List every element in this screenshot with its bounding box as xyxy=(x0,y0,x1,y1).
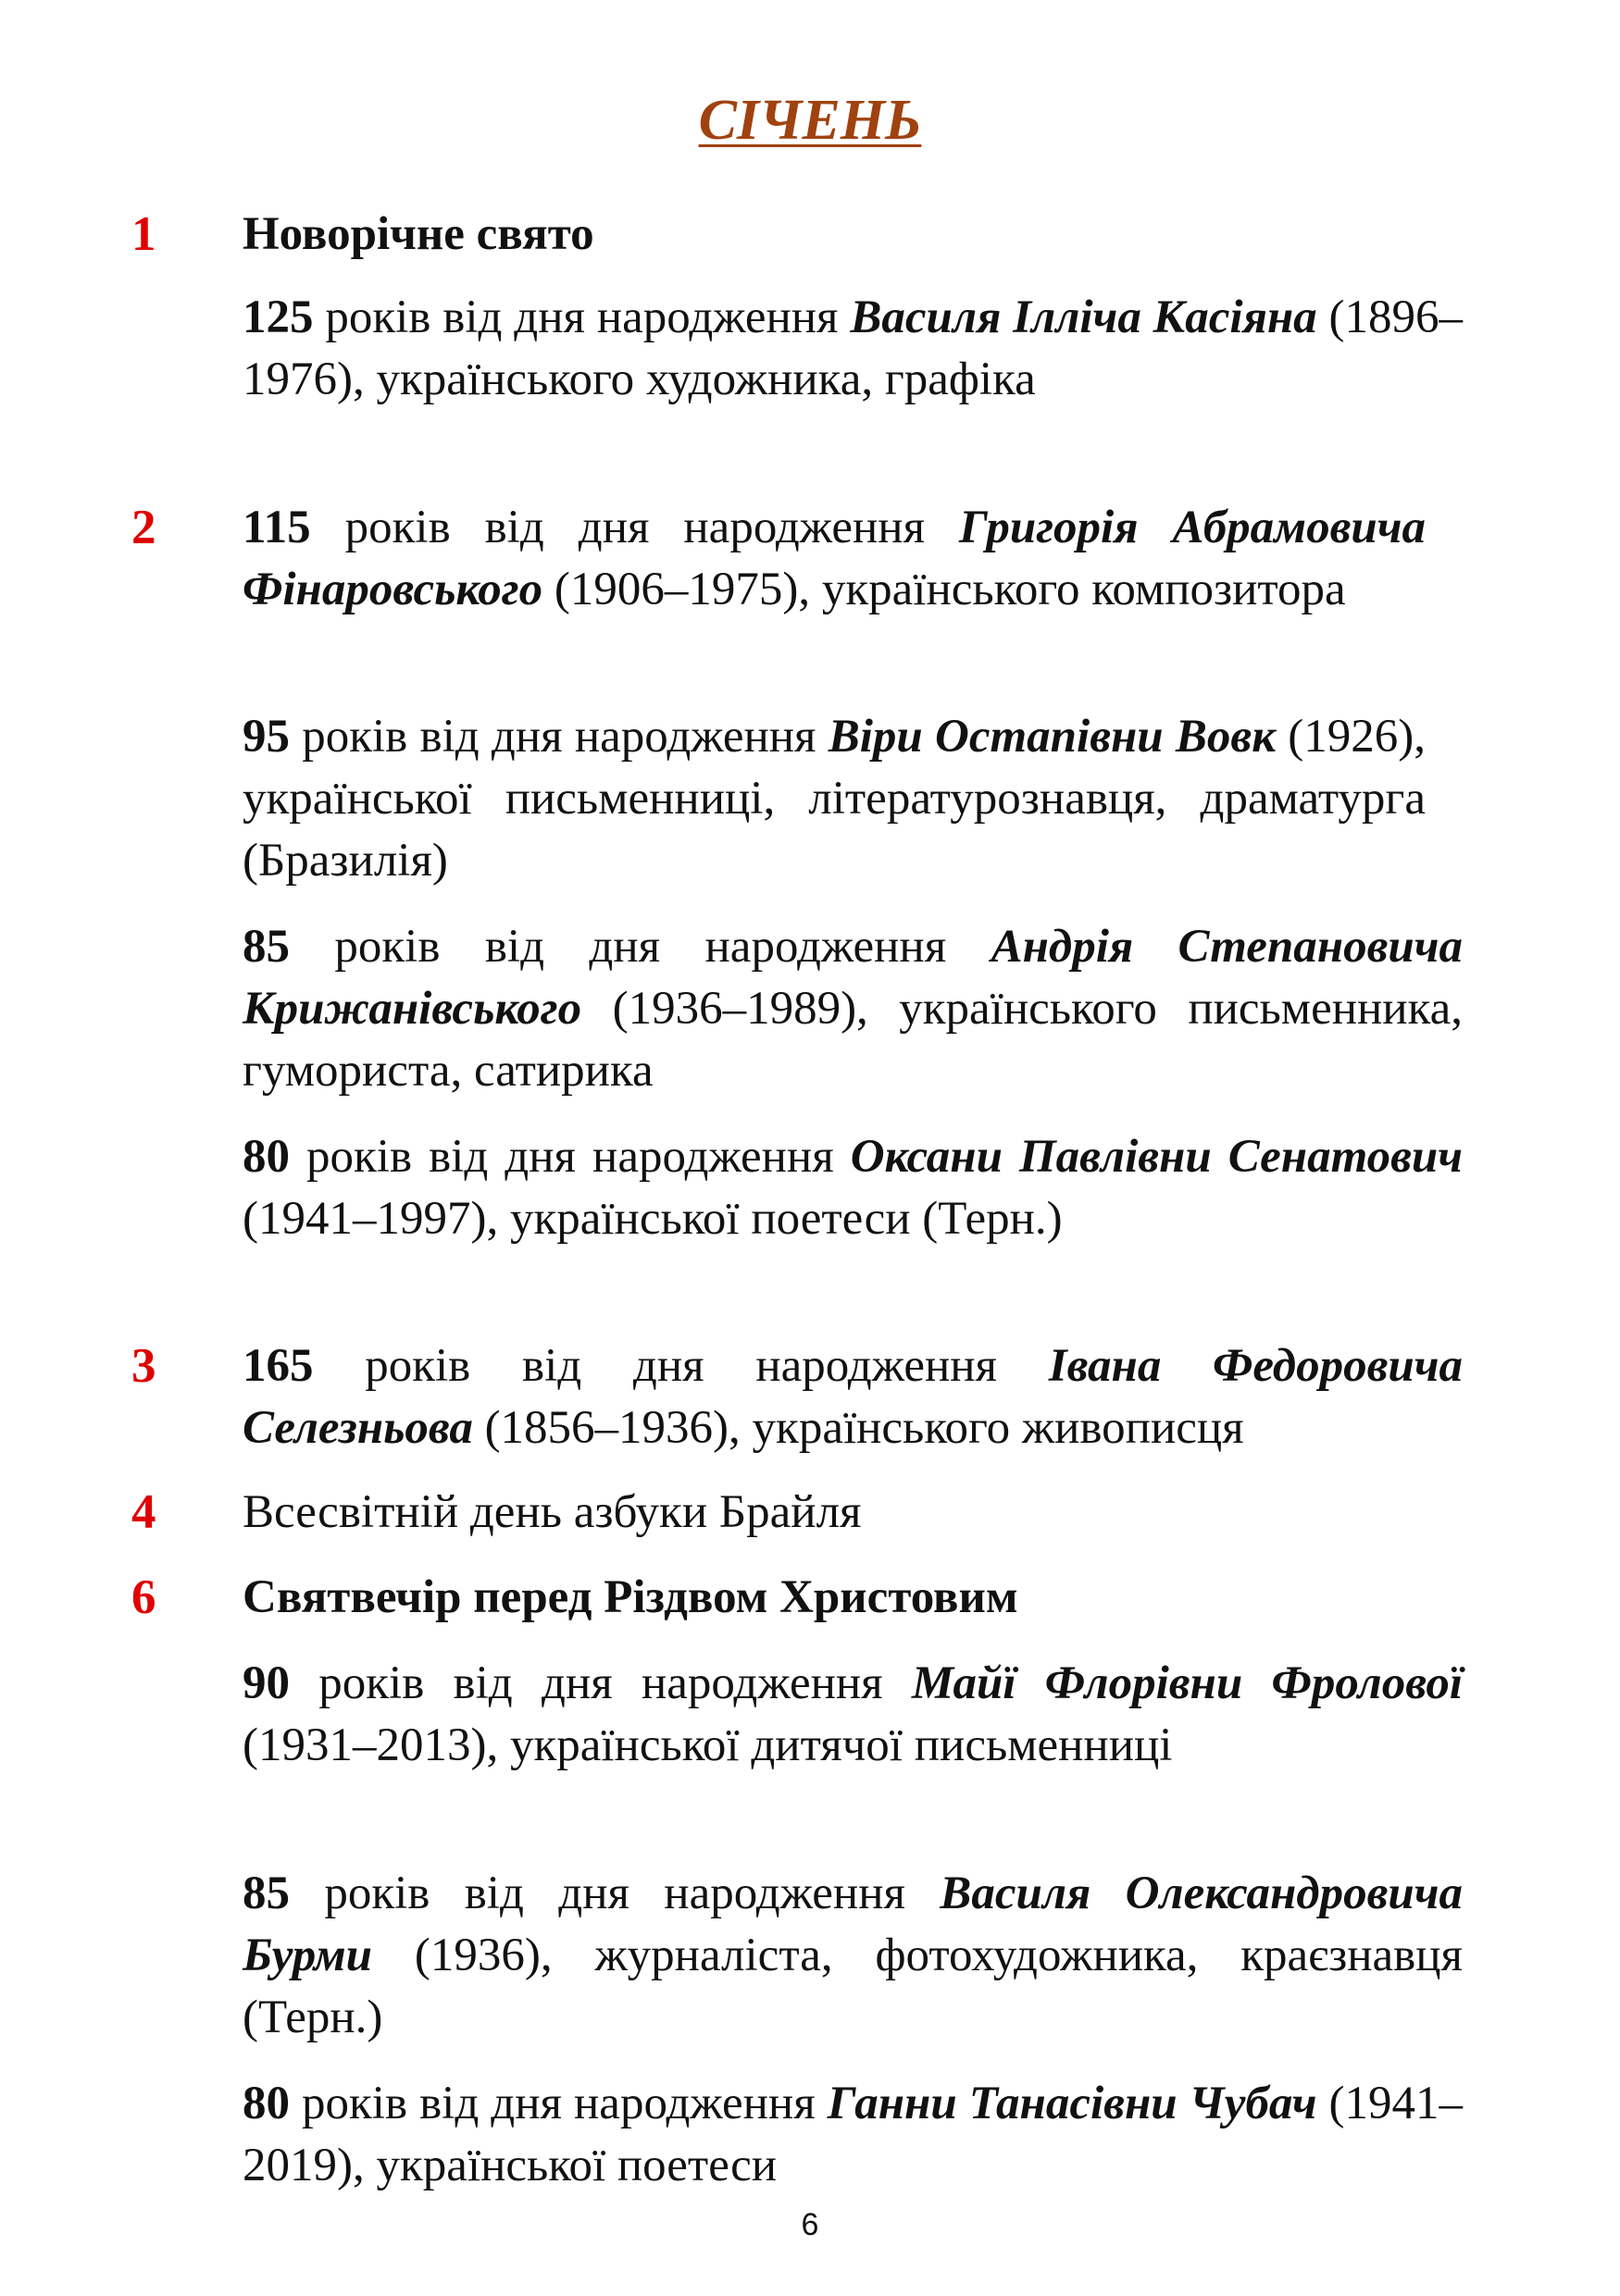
day-number: 3 xyxy=(131,1339,156,1393)
phrase: років від дня народження xyxy=(313,1340,1049,1392)
month-title: СІЧЕНЬ xyxy=(698,89,922,152)
person-name: Василя Ілліча Касіяна xyxy=(850,292,1317,343)
years-count: 80 xyxy=(243,1131,290,1183)
details: (1906–1975), українського композитора xyxy=(542,564,1346,615)
phrase: років від дня народження xyxy=(313,292,851,343)
person-name: Івана Федоровича Селезньова xyxy=(243,1340,1464,1454)
details: (1926), української письменниці, літературознавця, драматурга (Бразилія) xyxy=(243,711,1427,887)
phrase: років від дня народження xyxy=(290,921,991,973)
details: (1941–2019), української поетеси xyxy=(243,2078,1463,2191)
phrase: років від дня народження xyxy=(290,711,829,763)
years-count: 80 xyxy=(243,2078,290,2129)
details: (1936–1989), українського письменника, гумориста, сатирика xyxy=(243,983,1463,1097)
years-count: 115 xyxy=(243,502,311,553)
page-number: 6 xyxy=(801,2207,819,2242)
day-number: 2 xyxy=(131,501,156,554)
details: (1941–1997), української поетеси (Терн.) xyxy=(243,1193,1063,1245)
person-name: Василя Олександровича Бурми xyxy=(243,1868,1463,1981)
day-number: 4 xyxy=(131,1485,156,1539)
observance-entry: Всесвітній день азбуки Брайля xyxy=(243,1486,862,1538)
anniversary-entry xyxy=(243,1863,1463,2049)
person-name: Майї Флорівни Фролової xyxy=(911,1657,1463,1709)
phrase: років від дня народження xyxy=(290,1868,941,1919)
anniversary-entry xyxy=(243,2073,1463,2197)
years-count: 165 xyxy=(243,1340,314,1392)
details: (1856–1936), українського живописця xyxy=(472,1402,1244,1454)
anniversary-entry xyxy=(243,1126,1463,1250)
anniversary-entry xyxy=(243,497,1426,621)
day-number: 1 xyxy=(131,207,156,261)
person-name: Андрія Степановича Крижанівського xyxy=(243,921,1464,1035)
person-name: Ганни Танасівни Чубач xyxy=(827,2078,1317,2129)
person-name: Віри Остапівни Вовк xyxy=(828,711,1277,763)
anniversary-entry xyxy=(243,916,1463,1102)
phrase: років від дня народження xyxy=(290,2078,828,2129)
person-name: Оксани Павлівни Сенатович xyxy=(850,1131,1463,1183)
anniversary-entry xyxy=(243,1653,1463,1777)
details: (1936), журналіста, фотохудожника, краєзнавця (Терн.) xyxy=(243,1930,1463,2043)
details: (1896–1976), українського художника, графіка xyxy=(243,292,1464,405)
anniversary-entry xyxy=(243,706,1426,892)
phrase: років від дня народження xyxy=(310,502,959,553)
years-count: 90 xyxy=(243,1657,290,1709)
anniversary-entry xyxy=(243,287,1463,411)
phrase: років від дня народження xyxy=(290,1131,851,1183)
day-number: 6 xyxy=(131,1570,156,1624)
years-count: 85 xyxy=(243,921,290,973)
years-count: 125 xyxy=(243,292,314,343)
details: (1931–2013), української дитячої письменниці xyxy=(243,1719,1173,1771)
anniversary-entry xyxy=(243,1335,1463,1459)
holiday-entry: Святвечір перед Різдвом Христовим xyxy=(243,1571,1018,1623)
years-count: 85 xyxy=(243,1868,290,1919)
phrase: років від дня народження xyxy=(290,1657,912,1709)
person-name: Григорія Абрамовича Фінаровського xyxy=(243,502,1426,615)
years-count: 95 xyxy=(243,711,290,763)
holiday-entry: Новорічне свято xyxy=(243,208,594,260)
